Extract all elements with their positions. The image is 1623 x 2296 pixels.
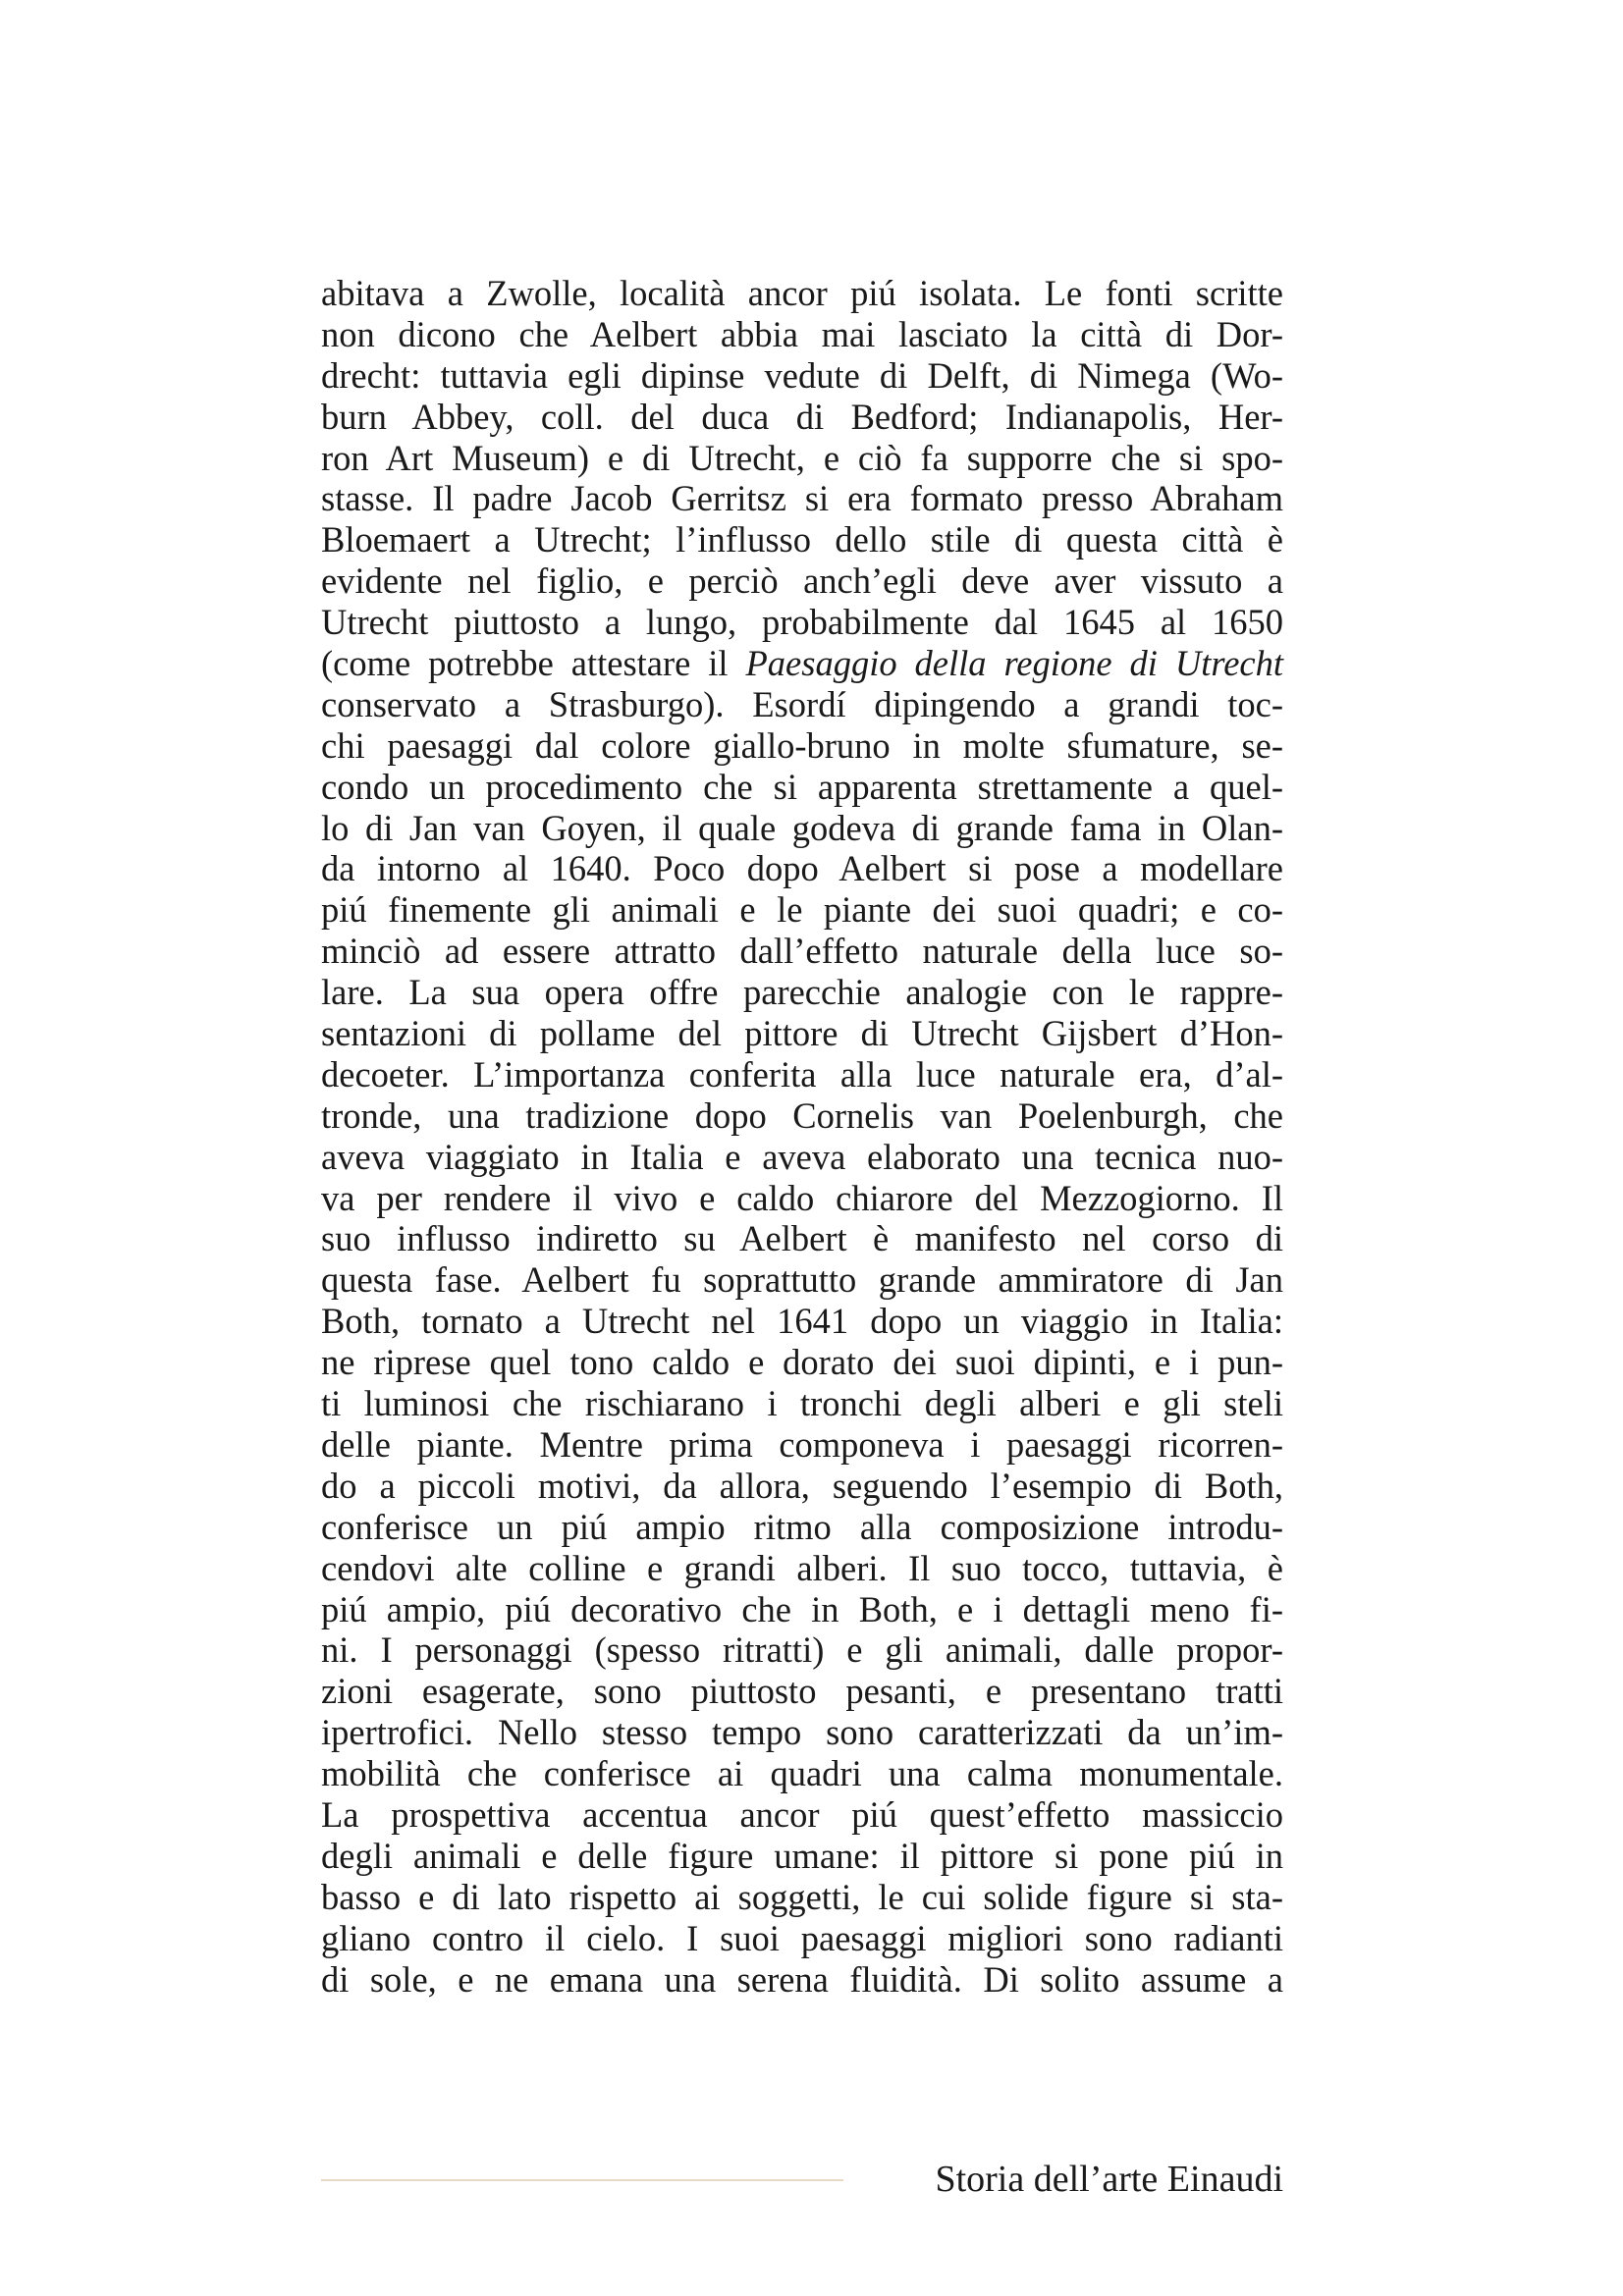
text-line: conferisce un piú ampio ritmo alla composizione introdu- — [321, 1506, 1283, 1547]
text-line: zioni esagerate, sono piuttosto pesanti, e presentano tratti — [321, 1671, 1283, 1712]
text-line: va per rendere il vivo e caldo chiarore del Mezzogiorno. Il — [321, 1177, 1283, 1218]
text-line: evidente nel figlio, e perciò anch’egli deve aver vissuto a — [321, 561, 1283, 602]
text-line: delle piante. Mentre prima componeva i paesaggi ricorren- — [321, 1423, 1283, 1465]
text-line: basso e di lato rispetto ai soggetti, le cui solide figure si sta- — [321, 1876, 1283, 1917]
body-text — [321, 273, 1283, 2000]
text-line: mobilità che conferisce ai quadri una calma monumentale. — [321, 1753, 1283, 1794]
text-line: lo di Jan van Goyen, il quale godeva di grande fama in Olan- — [321, 807, 1283, 848]
artwork-title: Paesaggio della regione di Utrecht — [745, 643, 1284, 684]
text-line: piú ampio, piú decorativo che in Both, e i dettagli meno fi- — [321, 1588, 1283, 1629]
text-line: suo influsso indiretto su Aelbert è manifesto nel corso di — [321, 1218, 1283, 1259]
text-line: burn Abbey, coll. del duca di Bedford; Indianapolis, Her- — [321, 396, 1283, 437]
text-segment: (come potrebbe attestare il — [321, 643, 746, 684]
text-line: abitava a Zwolle, località ancor piú isolata. Le fonti scritte — [321, 273, 1283, 313]
text-line: decoeter. L’importanza conferita alla luce naturale era, d’al- — [321, 1053, 1283, 1095]
text-line: ne riprese quel tono caldo e dorato dei suoi dipinti, e i pun- — [321, 1342, 1283, 1383]
text-line: di sole, e ne emana una serena fluidità. Di solito assume a — [321, 1958, 1283, 2000]
text-line: ipertrofici. Nello stesso tempo sono caratterizzati da un’im- — [321, 1712, 1283, 1753]
text-line-with-italic-title — [321, 643, 1283, 684]
text-line: Utrecht piuttosto a lungo, probabilmente dal 1645 al 1650 — [321, 602, 1283, 643]
text-line: degli animali e delle figure umane: il pittore si pone piú in — [321, 1835, 1283, 1876]
text-line: chi paesaggi dal colore giallo-bruno in molte sfumature, se- — [321, 724, 1283, 766]
page-footer — [321, 2150, 1283, 2209]
text-line: Bloemaert a Utrecht; l’influsso dello stile di questa città è — [321, 519, 1283, 561]
text-line: aveva viaggiato in Italia e aveva elaborato una tecnica nuo- — [321, 1136, 1283, 1177]
text-line: tronde, una tradizione dopo Cornelis van Poelenburgh, che — [321, 1095, 1283, 1136]
footer-divider — [321, 2179, 843, 2181]
text-line: conservato a Strasburgo). Esordí dipingendo a grandi toc- — [321, 683, 1283, 724]
text-line: condo un procedimento che si apparenta strettamente a quel- — [321, 766, 1283, 807]
text-line: da intorno al 1640. Poco dopo Aelbert si pose a modellare — [321, 848, 1283, 889]
text-line: questa fase. Aelbert fu soprattutto grande ammiratore di Jan — [321, 1259, 1283, 1301]
text-line: drecht: tuttavia egli dipinse vedute di Delft, di Nimega (Wo- — [321, 354, 1283, 396]
text-line: stasse. Il padre Jacob Gerritsz si era formato presso Abraham — [321, 478, 1283, 519]
text-line: gliano contro il cielo. I suoi paesaggi migliori sono radianti — [321, 1917, 1283, 1958]
text-line: La prospettiva accentua ancor piú quest’effetto massiccio — [321, 1793, 1283, 1835]
text-line: minciò ad essere attratto dall’effetto naturale della luce so- — [321, 931, 1283, 972]
publication-title: Storia dell’arte Einaudi — [935, 2159, 1283, 2200]
text-line: cendovi alte colline e grandi alberi. Il suo tocco, tuttavia, è — [321, 1547, 1283, 1588]
text-line: piú finemente gli animali e le piante dei suoi quadri; e co- — [321, 889, 1283, 931]
text-line: lare. La sua opera offre parecchie analogie con le rappre- — [321, 972, 1283, 1013]
text-line: non dicono che Aelbert abbia mai lasciato la città di Dor- — [321, 313, 1283, 354]
text-line: Both, tornato a Utrecht nel 1641 dopo un viaggio in Italia: — [321, 1301, 1283, 1342]
text-line: ron Art Museum) e di Utrecht, e ciò fa supporre che si spo- — [321, 437, 1283, 478]
text-line: do a piccoli motivi, da allora, seguendo l’esempio di Both, — [321, 1465, 1283, 1506]
text-line: sentazioni di pollame del pittore di Utrecht Gijsbert d’Hon- — [321, 1013, 1283, 1054]
text-line: ni. I personaggi (spesso ritratti) e gli animali, dalle propor- — [321, 1629, 1283, 1671]
text-line: ti luminosi che rischiarano i tronchi degli alberi e gli steli — [321, 1383, 1283, 1424]
